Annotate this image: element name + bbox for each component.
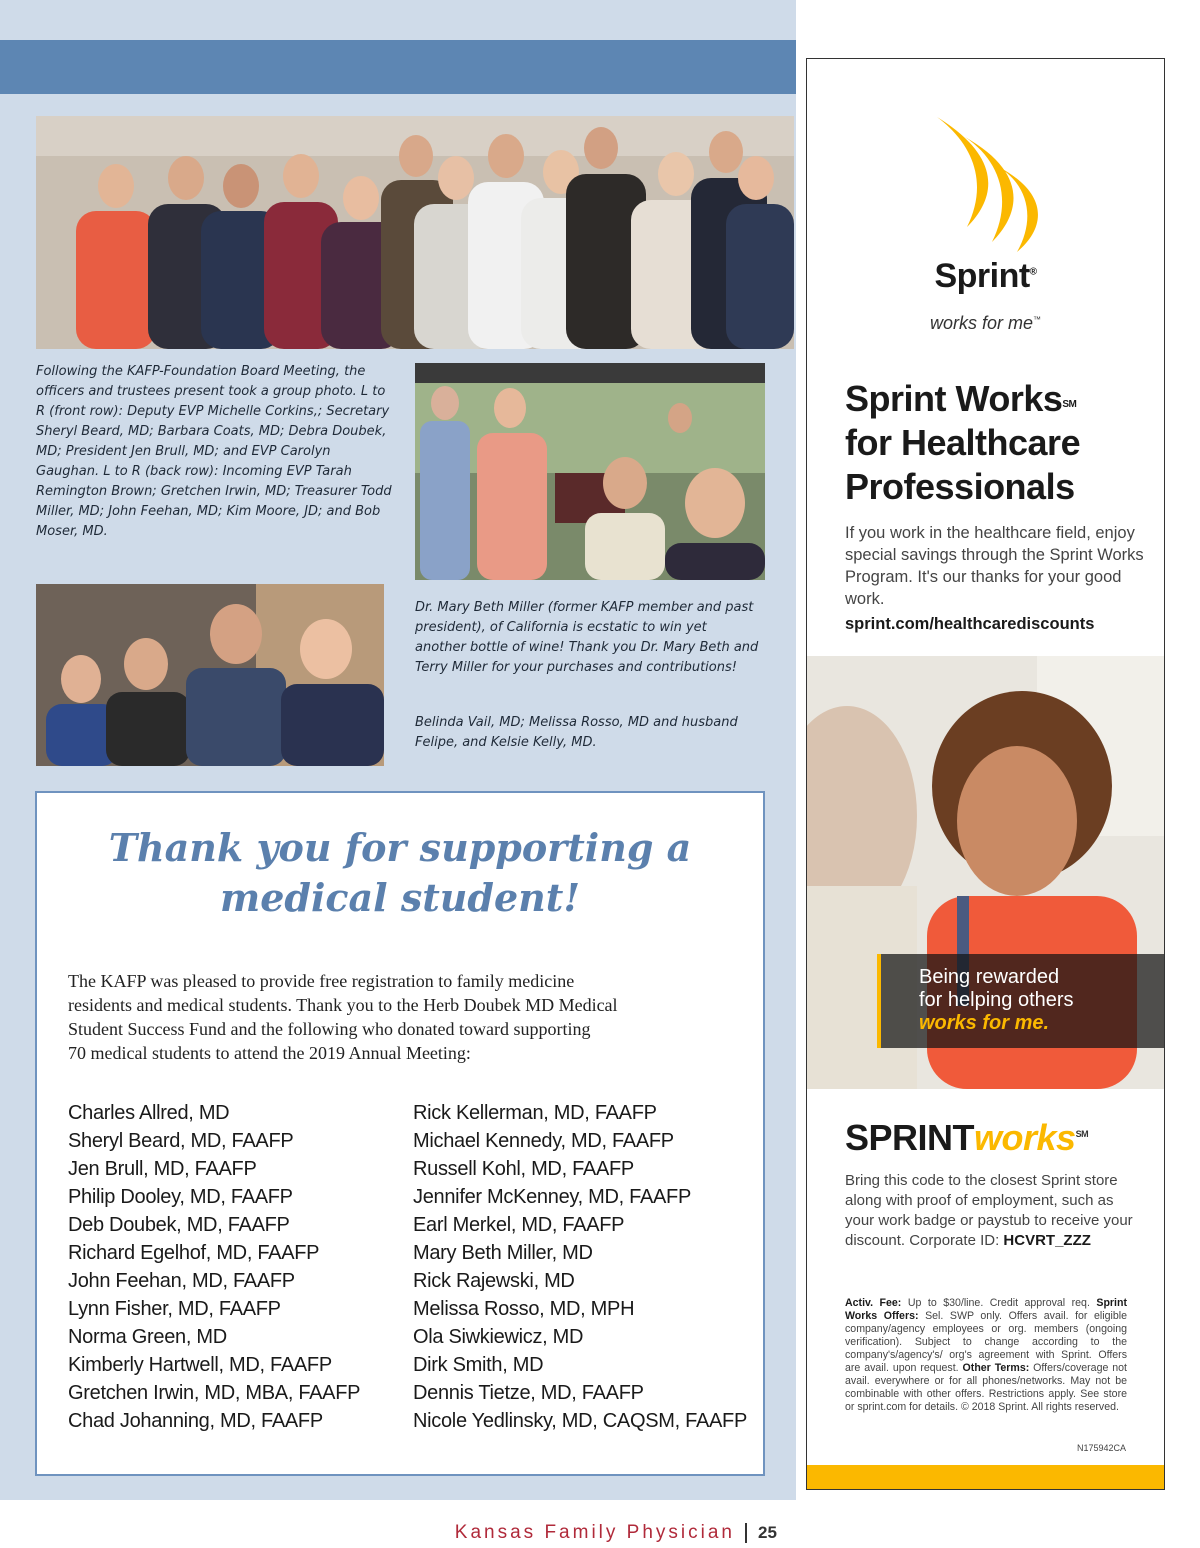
title-line-1: Thank you for supporting a	[108, 825, 692, 870]
thank-you-box	[35, 791, 765, 1476]
donor-name: Gretchen Irwin, MD, MBA, FAAFP	[68, 1382, 361, 1404]
page-number: 25	[758, 1523, 777, 1542]
donor-name: Chad Johanning, MD, FAAFP	[68, 1410, 323, 1432]
publication-name: Kansas Family Physician	[454, 1522, 735, 1543]
title-line-2: medical student!	[220, 875, 580, 920]
corporate-id-text	[845, 1171, 1135, 1251]
thank-you-title	[37, 823, 763, 923]
donor-name: Charles Allred, MD	[68, 1102, 230, 1124]
headline-mark: SM	[1062, 399, 1077, 410]
donor-name: Earl Merkel, MD, FAAFP	[413, 1214, 625, 1236]
thank-you-intro	[68, 969, 738, 1065]
ad-body-text: If you work in the healthcare field, enjoy special savings through the Sprint Works Program. It's our thanks for your good work.	[845, 524, 1144, 608]
fine-print	[845, 1297, 1127, 1414]
overlay-line-2: for helping others	[919, 989, 1074, 1011]
ad-bottom-stripe	[807, 1465, 1164, 1489]
donor-name: Russell Kohl, MD, FAAFP	[413, 1158, 634, 1180]
sprint-tagline	[807, 313, 1164, 334]
donor-name: Rick Rajewski, MD	[413, 1270, 575, 1292]
intro-line-2: residents and medical students. Thank you to the Herb Doubek MD Medical	[68, 995, 618, 1015]
fine-label-3: Other Terms:	[962, 1362, 1030, 1374]
sprint-advertisement[interactable]	[806, 58, 1165, 1490]
donor-name: Richard Egelhof, MD, FAAFP	[68, 1242, 320, 1264]
ad-url-link[interactable]: sprint.com/healthcarediscounts	[845, 615, 1095, 633]
headline-line-1: Sprint Works	[845, 378, 1063, 419]
headline-line-2: for Healthcare	[845, 422, 1081, 463]
fine-text-3: Offers/coverage not avail. everywhere or for all phones/networks. May not be combinable with other offers. Restrictions apply. See store or sprint.com for details. © 2018 Sprint. All rights reserved.	[845, 1362, 1127, 1413]
donor-name: Dirk Smith, MD	[413, 1354, 544, 1376]
donor-name: Michael Kennedy, MD, FAAFP	[413, 1130, 674, 1152]
sprint-brand	[807, 257, 1164, 296]
top-color-bar	[0, 40, 796, 94]
donor-name: Kimberly Hartwell, MD, FAAFP	[68, 1354, 332, 1376]
fine-label-2: Sprint Works Offers:	[845, 1297, 1127, 1322]
fine-text-1: Up to $30/line. Credit approval req.	[907, 1297, 1090, 1309]
ad-overlay-message	[877, 954, 1164, 1048]
group-photo-caption: Following the KAFP-Foundation Board Meeting, the officers and trustees present took a group photo. L to R (front row): Deputy EVP Michelle Corkins,; Secretary Sheryl Beard, MD; Barbara Coats, MD; Debra Doubek, MD; President Jen Brull, MD; and EVP Carolyn Gaughan. L to R (back row): Incoming EVP Tarah Remington Brown; Gretchen Irwin, MD; Treasurer Todd Miller, MD; John Feehan, MD; Kim Moore, JD; and Bob Moser, MD.	[36, 364, 392, 539]
donor-list-right	[413, 1099, 747, 1435]
intro-line-4: 70 medical students to attend the 2019 Annual Meeting:	[68, 1043, 471, 1063]
donor-name: Melissa Rosso, MD, MPH	[413, 1298, 635, 1320]
donor-name: Jennifer McKenney, MD, FAAFP	[413, 1186, 691, 1208]
sprint-works-logo	[845, 1117, 1088, 1159]
ad-headline	[845, 377, 1145, 509]
ad-reference-code: N175942CA	[1076, 1443, 1126, 1453]
donor-name: Dennis Tietze, MD, FAAFP	[413, 1382, 644, 1404]
brand-mark: ®	[1029, 266, 1037, 278]
sprint-logo-icon	[917, 117, 1057, 257]
footer-divider	[745, 1523, 747, 1543]
wine-photo-caption: Dr. Mary Beth Miller (former KAFP member and past president), of California is ecstatic to win yet another bottle of wine! Thank you Dr. Mary Beth and Terry Miller for your purchases and contributions!	[415, 600, 759, 675]
donor-name: Deb Doubek, MD, FAAFP	[68, 1214, 290, 1236]
fine-text-2: Sel. SWP only. Offers avail. for eligible company/agency employees or org. members (ongoing verification). Subject to change according to the company's/agency's/ org's agreement with Sprint. Offers are avail. upon request.	[845, 1310, 1128, 1374]
wine-photo	[415, 363, 765, 580]
donor-name: Lynn Fisher, MD, FAAFP	[68, 1298, 281, 1320]
brand-text: Sprint	[934, 257, 1030, 295]
program-word-1: SPRINT	[845, 1117, 975, 1158]
overlay-line-1: Being rewarded	[919, 966, 1060, 988]
tagline-mark: ™	[1033, 315, 1042, 324]
donor-name: Jen Brull, MD, FAAFP	[68, 1158, 257, 1180]
donor-name: Sheryl Beard, MD, FAAFP	[68, 1130, 294, 1152]
trio-photo-caption: Belinda Vail, MD; Melissa Rosso, MD and husband Felipe, and Kelsie Kelly, MD.	[415, 715, 738, 750]
headline-line-3: Professionals	[845, 466, 1075, 507]
donor-name: Norma Green, MD	[68, 1326, 227, 1348]
tagline-text: works for me	[929, 313, 1034, 333]
trio-photo	[36, 584, 384, 766]
donor-name: Nicole Yedlinsky, MD, CAQSM, FAAFP	[413, 1410, 747, 1432]
donor-name: John Feehan, MD, FAAFP	[68, 1270, 295, 1292]
fine-label-1: Activ. Fee:	[845, 1297, 902, 1309]
intro-line-1: The KAFP was pleased to provide free registration to family medicine	[68, 971, 575, 991]
donor-name: Philip Dooley, MD, FAAFP	[68, 1186, 293, 1208]
group-photo	[36, 116, 794, 349]
donor-name: Mary Beth Miller, MD	[413, 1242, 593, 1264]
code-text: Bring this code to the closest Sprint store along with proof of employment, such as your work badge or paystub to receive your discount. Corporate ID:	[845, 1172, 1133, 1249]
donor-name: Rick Kellerman, MD, FAAFP	[413, 1102, 657, 1124]
corporate-id-value: HCVRT_ZZZ	[1003, 1232, 1091, 1249]
program-mark: SM	[1075, 1129, 1089, 1139]
donor-list-left	[68, 1099, 360, 1435]
overlay-line-3: works for me.	[919, 1012, 1050, 1034]
intro-line-3: Student Success Fund and the following who donated toward supporting	[68, 1019, 591, 1039]
donor-name: Ola Siwkiewicz, MD	[413, 1326, 584, 1348]
program-word-2: works	[974, 1117, 1076, 1158]
nurse-photo	[807, 656, 1164, 1089]
